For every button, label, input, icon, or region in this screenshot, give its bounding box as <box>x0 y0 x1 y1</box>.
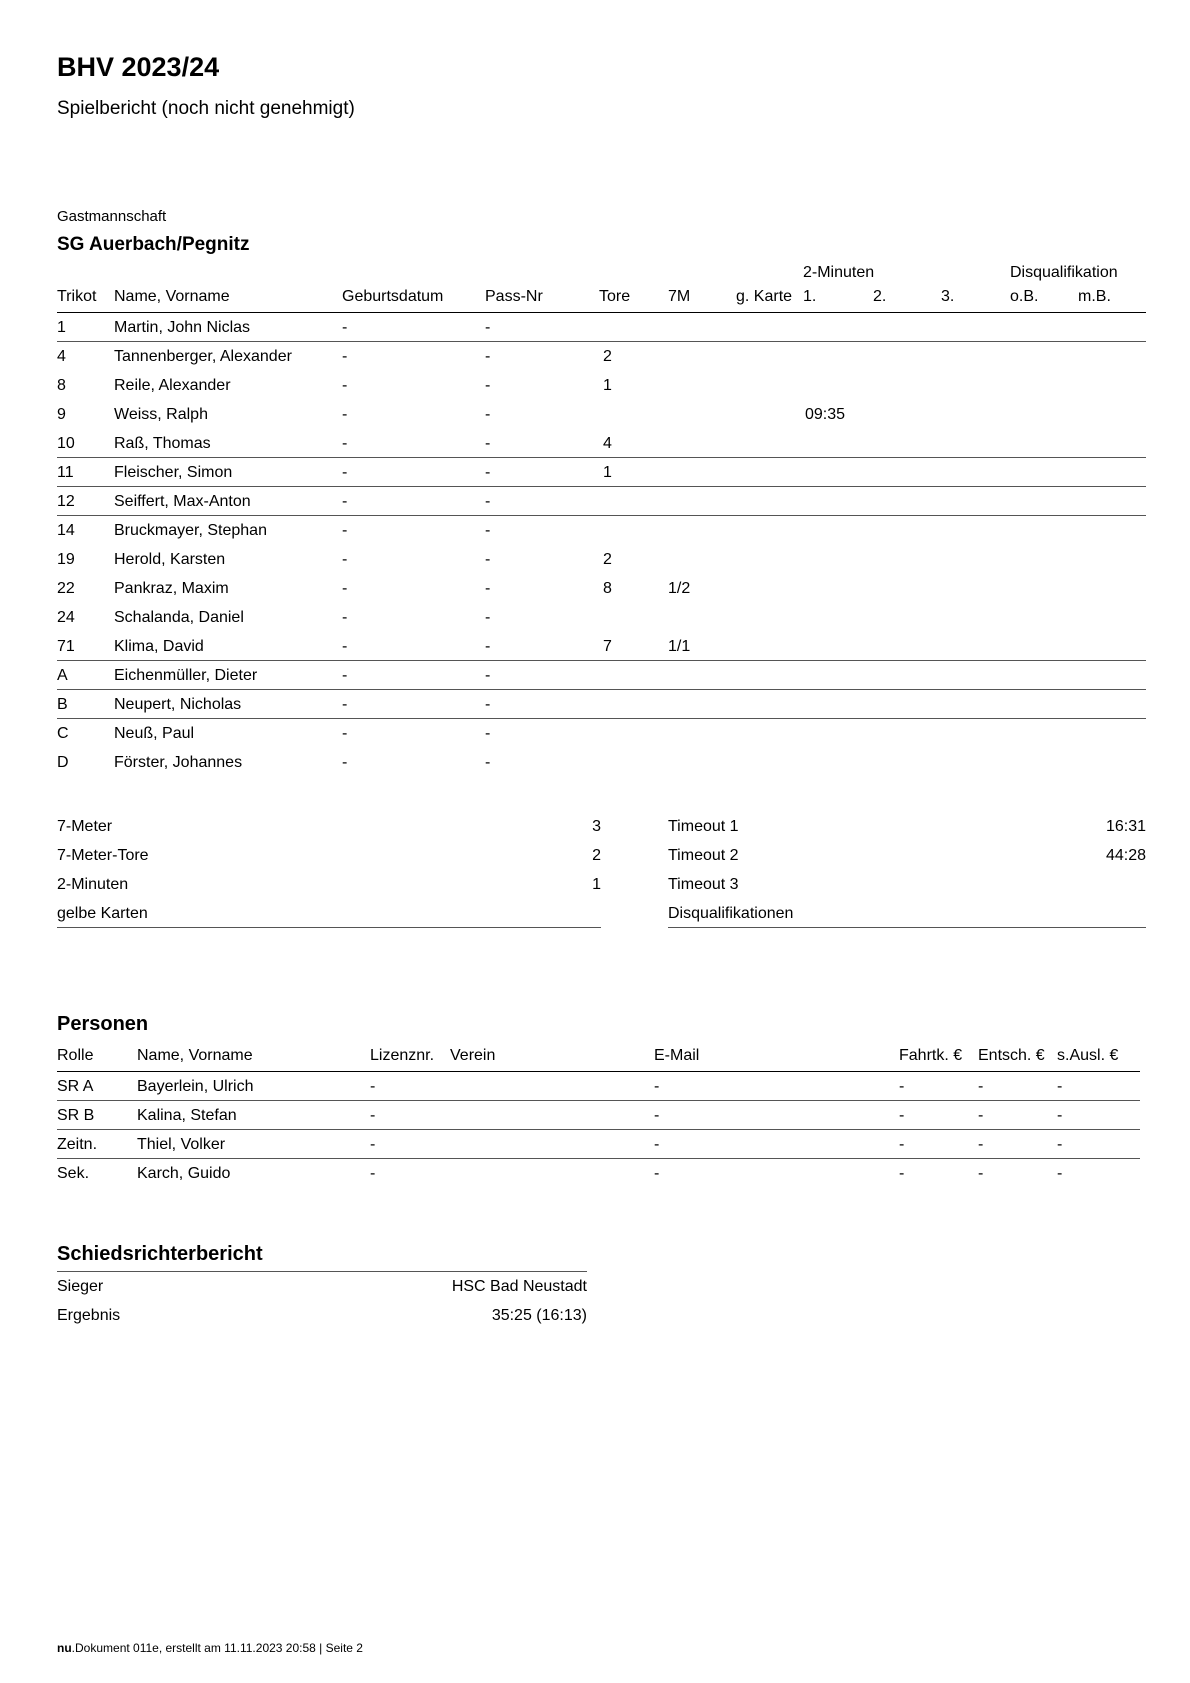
col-trikot: Trikot <box>57 288 97 305</box>
summary-row <box>57 812 601 841</box>
player-pass-nr: - <box>485 696 491 713</box>
player-name: Neuß, Paul <box>114 725 195 742</box>
col-disq-mb: m.B. <box>1078 288 1111 305</box>
players-table <box>57 262 1146 777</box>
person-row <box>57 1159 1140 1188</box>
person-sonst-auslagen: - <box>1057 1165 1063 1182</box>
player-trikot: 71 <box>57 638 75 655</box>
col-lizenznr: Lizenznr. <box>370 1047 435 1064</box>
player-name: Seiffert, Max-Anton <box>114 493 251 510</box>
summary-row <box>57 841 601 870</box>
col-fahrtkosten: Fahrtk. € <box>899 1047 963 1064</box>
player-row <box>57 661 1146 690</box>
col-2min-2: 2. <box>873 288 887 305</box>
summary-row <box>668 899 1146 928</box>
player-trikot: 11 <box>57 464 74 481</box>
col-2min-3: 3. <box>941 288 955 305</box>
player-name: Schalanda, Daniel <box>114 609 244 626</box>
player-trikot: B <box>57 696 68 713</box>
persons-header-row <box>57 1041 1140 1072</box>
col-name: Name, Vorname <box>114 288 230 305</box>
player-trikot: 19 <box>57 551 75 568</box>
players-group-header <box>57 262 1146 282</box>
summary-row <box>668 841 1146 870</box>
person-entschaedigung: - <box>978 1107 984 1124</box>
player-pass-nr: - <box>485 435 491 452</box>
summary-label: 7-Meter <box>57 818 113 835</box>
player-tore: 1 <box>603 377 612 394</box>
col-disq-ob: o.B. <box>1010 288 1039 305</box>
referee-report-label: Sieger <box>57 1278 104 1295</box>
person-rolle: SR A <box>57 1078 94 1095</box>
referee-report-value: HSC Bad Neustadt <box>451 1278 587 1295</box>
player-pass-nr: - <box>485 580 491 597</box>
person-rolle: Zeitn. <box>57 1136 98 1153</box>
player-row <box>57 342 1146 371</box>
player-name: Tannenberger, Alexander <box>114 348 292 365</box>
player-row <box>57 313 1146 342</box>
summary-right <box>668 812 1146 928</box>
player-geburtsdatum: - <box>342 638 348 655</box>
persons-title: Personen <box>57 1013 149 1035</box>
footer-brand: nu <box>57 1641 72 1655</box>
player-name: Bruckmayer, Stephan <box>114 522 267 539</box>
col-entschaedigung: Entsch. € <box>978 1047 1045 1064</box>
person-row <box>57 1130 1140 1159</box>
person-sonst-auslagen: - <box>1057 1078 1063 1095</box>
summary-row <box>57 899 601 928</box>
player-tore: 1 <box>603 464 612 481</box>
person-fahrtkosten: - <box>899 1136 905 1153</box>
person-email: - <box>654 1136 660 1153</box>
referee-report-table <box>57 1271 587 1330</box>
player-tore: 2 <box>603 348 612 365</box>
player-pass-nr: - <box>485 348 491 365</box>
person-email: - <box>654 1078 660 1095</box>
player-name: Pankraz, Maxim <box>114 580 229 597</box>
persons-body <box>57 1072 1140 1188</box>
player-geburtsdatum: - <box>342 493 348 510</box>
referee-report-title: Schiedsrichterbericht <box>57 1243 263 1265</box>
col-rolle: Rolle <box>57 1047 94 1064</box>
player-pass-nr: - <box>485 609 491 626</box>
summary-label: 7-Meter-Tore <box>57 847 149 864</box>
player-trikot: 1 <box>57 319 66 336</box>
col-sonst-auslagen: s.Ausl. € <box>1057 1047 1119 1064</box>
person-fahrtkosten: - <box>899 1107 905 1124</box>
summary-value: 44:28 <box>1105 847 1146 864</box>
player-row <box>57 719 1146 748</box>
player-trikot: 14 <box>57 522 75 539</box>
player-row <box>57 632 1146 661</box>
player-tore: 8 <box>603 580 612 597</box>
player-geburtsdatum: - <box>342 667 348 684</box>
player-row <box>57 458 1146 487</box>
referee-report-row <box>57 1301 587 1330</box>
player-pass-nr: - <box>485 464 491 481</box>
person-name: Kalina, Stefan <box>137 1107 237 1124</box>
col-pass-nr: Pass-Nr <box>485 288 543 305</box>
player-row <box>57 371 1146 400</box>
col-person-name: Name, Vorname <box>137 1047 253 1064</box>
player-geburtsdatum: - <box>342 435 348 452</box>
player-geburtsdatum: - <box>342 725 348 742</box>
player-geburtsdatum: - <box>342 348 348 365</box>
summary-value: 16:31 <box>1105 818 1146 835</box>
player-geburtsdatum: - <box>342 406 348 423</box>
player-tore: 4 <box>603 435 612 452</box>
player-pass-nr: - <box>485 377 491 394</box>
player-row <box>57 487 1146 516</box>
player-geburtsdatum: - <box>342 377 348 394</box>
person-name: Thiel, Volker <box>137 1136 226 1153</box>
player-name: Raß, Thomas <box>114 435 211 452</box>
players-header-row <box>57 282 1146 313</box>
player-row <box>57 429 1146 458</box>
player-trikot: 10 <box>57 435 75 452</box>
page-subtitle: Spielbericht (noch nicht genehmigt) <box>57 98 355 119</box>
summary-row <box>668 812 1146 841</box>
player-name: Klima, David <box>114 638 204 655</box>
players-body <box>57 313 1146 777</box>
player-pass-nr: - <box>485 319 491 336</box>
player-pass-nr: - <box>485 493 491 510</box>
person-fahrtkosten: - <box>899 1165 905 1182</box>
player-trikot: A <box>57 667 68 684</box>
person-name: Bayerlein, Ulrich <box>137 1078 254 1095</box>
disqualification-group-label: Disqualifikation <box>1010 264 1118 281</box>
player-geburtsdatum: - <box>342 551 348 568</box>
person-fahrtkosten: - <box>899 1078 905 1095</box>
person-entschaedigung: - <box>978 1165 984 1182</box>
player-trikot: 22 <box>57 580 75 597</box>
person-row <box>57 1101 1140 1130</box>
player-pass-nr: - <box>485 638 491 655</box>
summary-value: 2 <box>592 847 601 864</box>
player-name: Neupert, Nicholas <box>114 696 242 713</box>
player-name: Fleischer, Simon <box>114 464 233 481</box>
summary-label: Disqualifikationen <box>668 905 794 922</box>
summary-label: Timeout 3 <box>668 876 739 893</box>
summary-value: 1 <box>592 876 601 893</box>
col-gelbe-karte: g. Karte <box>736 288 793 305</box>
player-7m: 1/2 <box>668 580 691 597</box>
summary-left <box>57 812 601 928</box>
person-rolle: SR B <box>57 1107 95 1124</box>
summary-value: 3 <box>592 818 601 835</box>
two-minutes-group-label: 2-Minuten <box>803 264 875 281</box>
player-geburtsdatum: - <box>342 319 348 336</box>
player-geburtsdatum: - <box>342 754 348 771</box>
player-row <box>57 400 1146 429</box>
player-row <box>57 603 1146 632</box>
summary-label: Timeout 2 <box>668 847 739 864</box>
summary-row <box>668 870 1146 899</box>
player-name: Förster, Johannes <box>114 754 243 771</box>
person-lizenznr: - <box>370 1107 376 1124</box>
player-row <box>57 748 1146 777</box>
person-rolle: Sek. <box>57 1165 90 1182</box>
person-lizenznr: - <box>370 1078 376 1095</box>
player-pass-nr: - <box>485 522 491 539</box>
persons-table <box>57 1041 1140 1188</box>
player-pass-nr: - <box>485 551 491 568</box>
col-verein: Verein <box>450 1047 496 1064</box>
player-name: Herold, Karsten <box>114 551 226 568</box>
player-tore: 7 <box>603 638 612 655</box>
player-geburtsdatum: - <box>342 696 348 713</box>
player-row <box>57 516 1146 545</box>
document-footer <box>57 1641 363 1655</box>
col-7m: 7M <box>668 288 691 305</box>
player-trikot: 24 <box>57 609 75 626</box>
player-tore: 2 <box>603 551 612 568</box>
person-entschaedigung: - <box>978 1078 984 1095</box>
player-name: Martin, John Niclas <box>114 319 251 336</box>
summary-label: gelbe Karten <box>57 905 148 922</box>
player-trikot: 12 <box>57 493 75 510</box>
player-trikot: 4 <box>57 348 66 365</box>
referee-report-value: 35:25 (16:13) <box>491 1307 587 1324</box>
team-kind-label: Gastmannschaft <box>57 208 167 225</box>
player-row <box>57 574 1146 603</box>
person-lizenznr: - <box>370 1136 376 1153</box>
player-row <box>57 545 1146 574</box>
referee-report-row <box>57 1272 587 1301</box>
player-7m: 1/1 <box>668 638 691 655</box>
col-2min-1: 1. <box>803 288 817 305</box>
person-entschaedigung: - <box>978 1136 984 1153</box>
player-pass-nr: - <box>485 754 491 771</box>
player-geburtsdatum: - <box>342 464 348 481</box>
col-email: E-Mail <box>654 1047 700 1064</box>
player-trikot: 8 <box>57 377 66 394</box>
player-trikot: D <box>57 754 69 771</box>
person-email: - <box>654 1107 660 1124</box>
player-trikot: 9 <box>57 406 66 423</box>
col-geburtsdatum: Geburtsdatum <box>342 288 444 305</box>
player-name: Weiss, Ralph <box>114 406 208 423</box>
person-lizenznr: - <box>370 1165 376 1182</box>
person-name: Karch, Guido <box>137 1165 231 1182</box>
player-2min-1: 09:35 <box>805 406 846 423</box>
player-pass-nr: - <box>485 667 491 684</box>
col-tore: Tore <box>599 288 631 305</box>
referee-report-label: Ergebnis <box>57 1307 121 1324</box>
player-geburtsdatum: - <box>342 522 348 539</box>
person-sonst-auslagen: - <box>1057 1136 1063 1153</box>
player-geburtsdatum: - <box>342 609 348 626</box>
person-sonst-auslagen: - <box>1057 1107 1063 1124</box>
summary-row <box>57 870 601 899</box>
footer-text: .Dokument 011e, erstellt am 11.11.2023 20:58 | Seite 2 <box>71 1641 363 1655</box>
player-row <box>57 690 1146 719</box>
player-name: Eichenmüller, Dieter <box>114 667 258 684</box>
person-email: - <box>654 1165 660 1182</box>
player-pass-nr: - <box>485 725 491 742</box>
player-trikot: C <box>57 725 69 742</box>
page-title: BHV 2023/24 <box>57 52 220 82</box>
player-geburtsdatum: - <box>342 580 348 597</box>
summary-label: 2-Minuten <box>57 876 129 893</box>
team-name: SG Auerbach/Pegnitz <box>57 234 250 255</box>
player-pass-nr: - <box>485 406 491 423</box>
person-row <box>57 1072 1140 1101</box>
summary-label: Timeout 1 <box>668 818 739 835</box>
player-name: Reile, Alexander <box>114 377 231 394</box>
